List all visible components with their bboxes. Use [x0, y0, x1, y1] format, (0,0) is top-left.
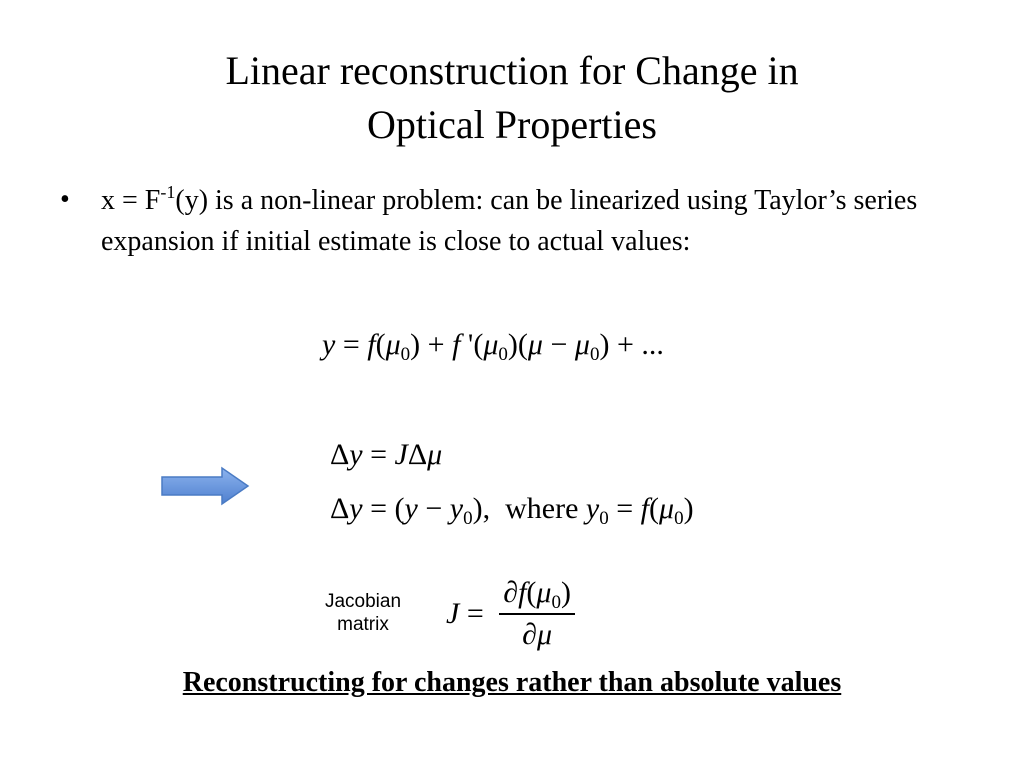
slide-title [112, 44, 912, 152]
title-line-1: Linear reconstruction for Change in [225, 48, 799, 93]
delta-y-definition: $\Delta y = (y - y_0)$, where $y_0 = f(\mu_0)$ [330, 492, 694, 529]
jacobian-fraction [499, 576, 575, 652]
bullet-text [101, 180, 941, 262]
right-arrow-icon [160, 466, 252, 506]
fraction-denominator: ∂μ [522, 618, 553, 651]
fraction-numerator: $\partial f(\mu_0)$ [503, 576, 571, 613]
linearized-equation: Δy = JΔμ [330, 438, 443, 471]
title-line-2: Optical Properties [367, 102, 657, 147]
bullet-symbol: • [60, 184, 70, 215]
jacobian-equation: J = $\frac{\partial f(\mu_0)}{\partial\mu}$ [446, 576, 575, 652]
bullet-text-rest: (y) is a non-linear problem: can be linearized using Taylor’s series expansion if initial estimate is close to actual values: [101, 185, 918, 257]
jacobian-label: Jacobian matrix [324, 591, 402, 635]
inverse-superscript: -1 [160, 182, 176, 202]
taylor-expansion-equation: $y = f(\mu_0) + f$ '$(\mu_0)(\mu - \mu_0)$ + ... [322, 328, 664, 365]
bullet-text-start: x = F [101, 185, 161, 216]
conclusion-text: Reconstructing for changes rather than absolute values [182, 667, 842, 698]
